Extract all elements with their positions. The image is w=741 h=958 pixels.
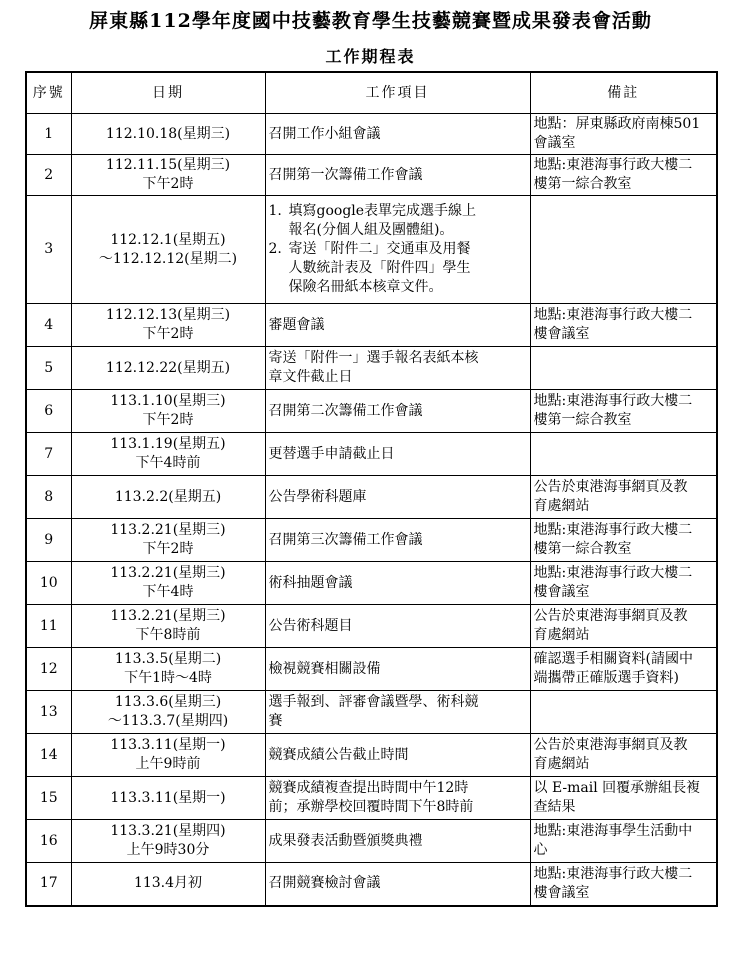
cell-task (265, 304, 530, 347)
cell-note (530, 155, 717, 196)
cell-note (530, 820, 717, 863)
cell-line: 召開第二次籌備工作會議 (268, 402, 423, 419)
cell-line: 審題會議 (268, 316, 325, 333)
cell-line: 113.1.10(星期三) (110, 393, 226, 409)
cell-line: 心 (533, 842, 548, 858)
cell-line: 下午2時 (142, 176, 194, 192)
cell-line: 下午2時 (142, 412, 194, 428)
cell-line: 報名(分個人組及團體組)。 (288, 222, 454, 238)
cell-line: 召開競賽檢討會議 (268, 875, 381, 892)
cell-line: 術科抽題會議 (268, 574, 353, 591)
cell-seq: 3 (26, 196, 71, 304)
cell-note (530, 476, 717, 519)
cell-seq: 1 (26, 114, 71, 155)
cell-line: 地點:東港海事行政大樓二 (533, 157, 693, 173)
cell-line: 113.1.19(星期五) (110, 436, 226, 452)
cell-line: 112.10.18(星期三) (105, 125, 231, 142)
table-row (26, 605, 717, 648)
table-row (26, 304, 717, 347)
cell-line: 112.12.13(星期三) (105, 307, 231, 323)
cell-line: 查結果 (533, 799, 576, 815)
document-subtitle: 工作期程表 (325, 47, 416, 66)
cell-task (265, 476, 530, 519)
cell-date (71, 648, 265, 691)
cell-line: 地點：屏東縣政府南棟501 (533, 116, 701, 132)
cell-line: 競賽成績複查提出時間中午12時 (268, 780, 469, 796)
cell-line: 召開工作小組會議 (268, 125, 381, 142)
cell-line: 公告學術科題庫 (268, 488, 367, 505)
cell-seq: 2 (26, 155, 71, 196)
item-number: 1. (268, 203, 282, 219)
cell-date (71, 777, 265, 820)
cell-line: 育處網站 (533, 627, 590, 643)
cell-line: 113.2.21(星期三) (110, 565, 226, 581)
table-row (26, 820, 717, 863)
cell-line: ～112.12.12(星期二) (98, 250, 238, 267)
cell-line: 公告於東港海事網頁及教 (533, 737, 688, 753)
cell-task (265, 347, 530, 390)
cell-note (530, 562, 717, 605)
cell-line: 樓第一綜合教室 (533, 412, 632, 428)
cell-line: 地點:東港海事行政大樓二 (533, 865, 693, 882)
cell-note (530, 648, 717, 691)
cell-line: 下午2時 (142, 541, 194, 557)
cell-line: 更替選手申請截止日 (268, 445, 395, 462)
cell-seq: 15 (26, 777, 71, 820)
cell-task (265, 390, 530, 433)
cell-task (265, 734, 530, 777)
cell-date (71, 433, 265, 476)
table-row (26, 196, 717, 304)
table-row (26, 114, 717, 155)
table-body (26, 114, 717, 906)
task-list-item (269, 202, 527, 240)
cell-line: 113.3.5(星期二) (114, 651, 222, 667)
cell-line: 育處網站 (533, 498, 590, 514)
cell-line: 會議室 (533, 135, 576, 151)
table-row (26, 390, 717, 433)
cell-note (530, 114, 717, 155)
cell-task (265, 562, 530, 605)
cell-line: 113.3.21(星期四) (110, 823, 226, 839)
cell-task (265, 820, 530, 863)
table-row (26, 777, 717, 820)
cell-line: 確認選手相關資料(請國中 (533, 651, 693, 667)
document-title: 屏東縣112學年度國中技藝教育學生技藝競賽暨成果發表會活動 (89, 10, 652, 32)
cell-seq: 10 (26, 562, 71, 605)
cell-seq: 12 (26, 648, 71, 691)
cell-line: 113.2.2(星期五) (114, 488, 222, 505)
cell-date (71, 155, 265, 196)
cell-line: 下午8時前 (135, 627, 201, 643)
cell-seq: 4 (26, 304, 71, 347)
cell-line: 以 E-mail 回覆承辦組長複 (533, 780, 701, 796)
cell-date (71, 304, 265, 347)
cell-line: 公告於東港海事網頁及教 (533, 479, 688, 495)
cell-seq: 11 (26, 605, 71, 648)
cell-note (530, 433, 717, 476)
cell-line: 寄送「附件二」交通車及用餐 (288, 241, 471, 257)
cell-task (265, 648, 530, 691)
cell-line: 上午9時30分 (126, 842, 210, 858)
table-row (26, 863, 717, 906)
cell-line: 下午2時 (142, 326, 194, 342)
cell-line: 樓會議室 (533, 584, 590, 600)
cell-line: 樓會議室 (533, 884, 590, 901)
cell-date (71, 734, 265, 777)
cell-note (530, 304, 717, 347)
cell-line: ～113.3.7(星期四) (107, 713, 229, 729)
task-item-list (269, 202, 527, 297)
cell-task (265, 691, 530, 734)
cell-seq: 17 (26, 863, 71, 906)
schedule-table (25, 71, 718, 907)
table-row (26, 562, 717, 605)
cell-line: 人數統計表及「附件四」學生 (288, 260, 471, 276)
cell-note (530, 691, 717, 734)
cell-note (530, 347, 717, 390)
header-note: 備註 (530, 72, 717, 114)
cell-task (265, 605, 530, 648)
cell-line: 公告於東港海事網頁及教 (533, 608, 688, 624)
header-task: 工作項目 (265, 72, 530, 114)
cell-date (71, 390, 265, 433)
cell-note (530, 734, 717, 777)
cell-line: 地點:東港海事行政大樓二 (533, 565, 693, 581)
cell-date (71, 476, 265, 519)
item-number: 2. (268, 241, 282, 257)
cell-date (71, 605, 265, 648)
cell-line: 章文件截止日 (268, 369, 353, 385)
cell-line: 113.3.11(星期一) (110, 789, 226, 806)
cell-seq: 16 (26, 820, 71, 863)
cell-line: 上午9時前 (135, 756, 201, 772)
cell-line: 113.2.21(星期三) (110, 522, 226, 538)
cell-line: 112.12.1(星期五) (110, 231, 226, 248)
cell-note (530, 390, 717, 433)
cell-task (265, 863, 530, 906)
cell-line: 保險名冊紙本核章文件。 (288, 279, 443, 295)
table-row (26, 476, 717, 519)
cell-date (71, 562, 265, 605)
cell-line: 113.2.21(星期三) (110, 608, 226, 624)
cell-line: 下午1時～4時 (124, 670, 212, 686)
cell-seq: 7 (26, 433, 71, 476)
cell-date (71, 196, 265, 304)
cell-line: 下午4時 (142, 584, 194, 600)
cell-line: 113.3.6(星期三) (114, 694, 222, 710)
cell-date (71, 114, 265, 155)
cell-line: 樓第一綜合教室 (533, 176, 632, 192)
cell-line: 召開第一次籌備工作會議 (268, 166, 423, 183)
task-list-item (269, 240, 527, 297)
table-row (26, 347, 717, 390)
cell-line: 競賽成績公告截止時間 (268, 746, 409, 763)
cell-line: 地點:東港海事行政大樓二 (533, 307, 693, 323)
cell-date (71, 347, 265, 390)
cell-task (265, 155, 530, 196)
cell-line: 112.11.15(星期三) (105, 157, 231, 173)
cell-line: 地點:東港海事行政大樓二 (533, 393, 693, 409)
cell-line: 下午4時前 (135, 455, 201, 471)
cell-line: 112.12.22(星期五) (105, 359, 231, 376)
cell-seq: 13 (26, 691, 71, 734)
cell-note (530, 605, 717, 648)
cell-date (71, 863, 265, 906)
table-row (26, 734, 717, 777)
header-seq: 序號 (26, 72, 71, 114)
table-row (26, 691, 717, 734)
cell-line: 113.3.11(星期一) (110, 737, 226, 753)
cell-task (265, 196, 530, 304)
cell-line: 召開第三次籌備工作會議 (268, 531, 423, 548)
cell-line: 113.4月初 (133, 875, 203, 892)
cell-line: 填寫google表單完成選手線上 (288, 203, 477, 219)
cell-seq: 5 (26, 347, 71, 390)
cell-task (265, 114, 530, 155)
cell-line: 賽 (268, 713, 283, 729)
cell-task (265, 519, 530, 562)
cell-task (265, 777, 530, 820)
cell-line: 前；承辦學校回覆時間下午8時前 (268, 799, 474, 815)
cell-date (71, 519, 265, 562)
cell-line: 樓第一綜合教室 (533, 541, 632, 557)
table-row (26, 648, 717, 691)
table-row (26, 155, 717, 196)
cell-note (530, 863, 717, 906)
cell-note (530, 519, 717, 562)
table-header-row (26, 72, 717, 114)
cell-line: 選手報到、評審會議暨學、術科競 (268, 694, 479, 710)
cell-line: 樓會議室 (533, 326, 590, 342)
cell-line: 育處網站 (533, 756, 590, 772)
cell-line: 檢視競賽相關設備 (268, 660, 381, 677)
cell-line: 寄送「附件一」選手報名表紙本核 (268, 350, 479, 366)
header-date: 日期 (71, 72, 265, 114)
cell-task (265, 433, 530, 476)
cell-line: 成果發表活動暨頒獎典禮 (268, 832, 423, 849)
cell-date (71, 691, 265, 734)
cell-date (71, 820, 265, 863)
cell-line: 端攜帶正確版選手資料) (533, 670, 679, 686)
table-row (26, 433, 717, 476)
cell-seq: 14 (26, 734, 71, 777)
cell-note (530, 777, 717, 820)
cell-seq: 8 (26, 476, 71, 519)
cell-note (530, 196, 717, 304)
cell-seq: 6 (26, 390, 71, 433)
cell-seq: 9 (26, 519, 71, 562)
table-row (26, 519, 717, 562)
cell-line: 地點:東港海事行政大樓二 (533, 522, 693, 538)
cell-line: 公告術科題目 (268, 617, 353, 634)
cell-line: 地點:東港海事學生活動中 (533, 823, 693, 839)
